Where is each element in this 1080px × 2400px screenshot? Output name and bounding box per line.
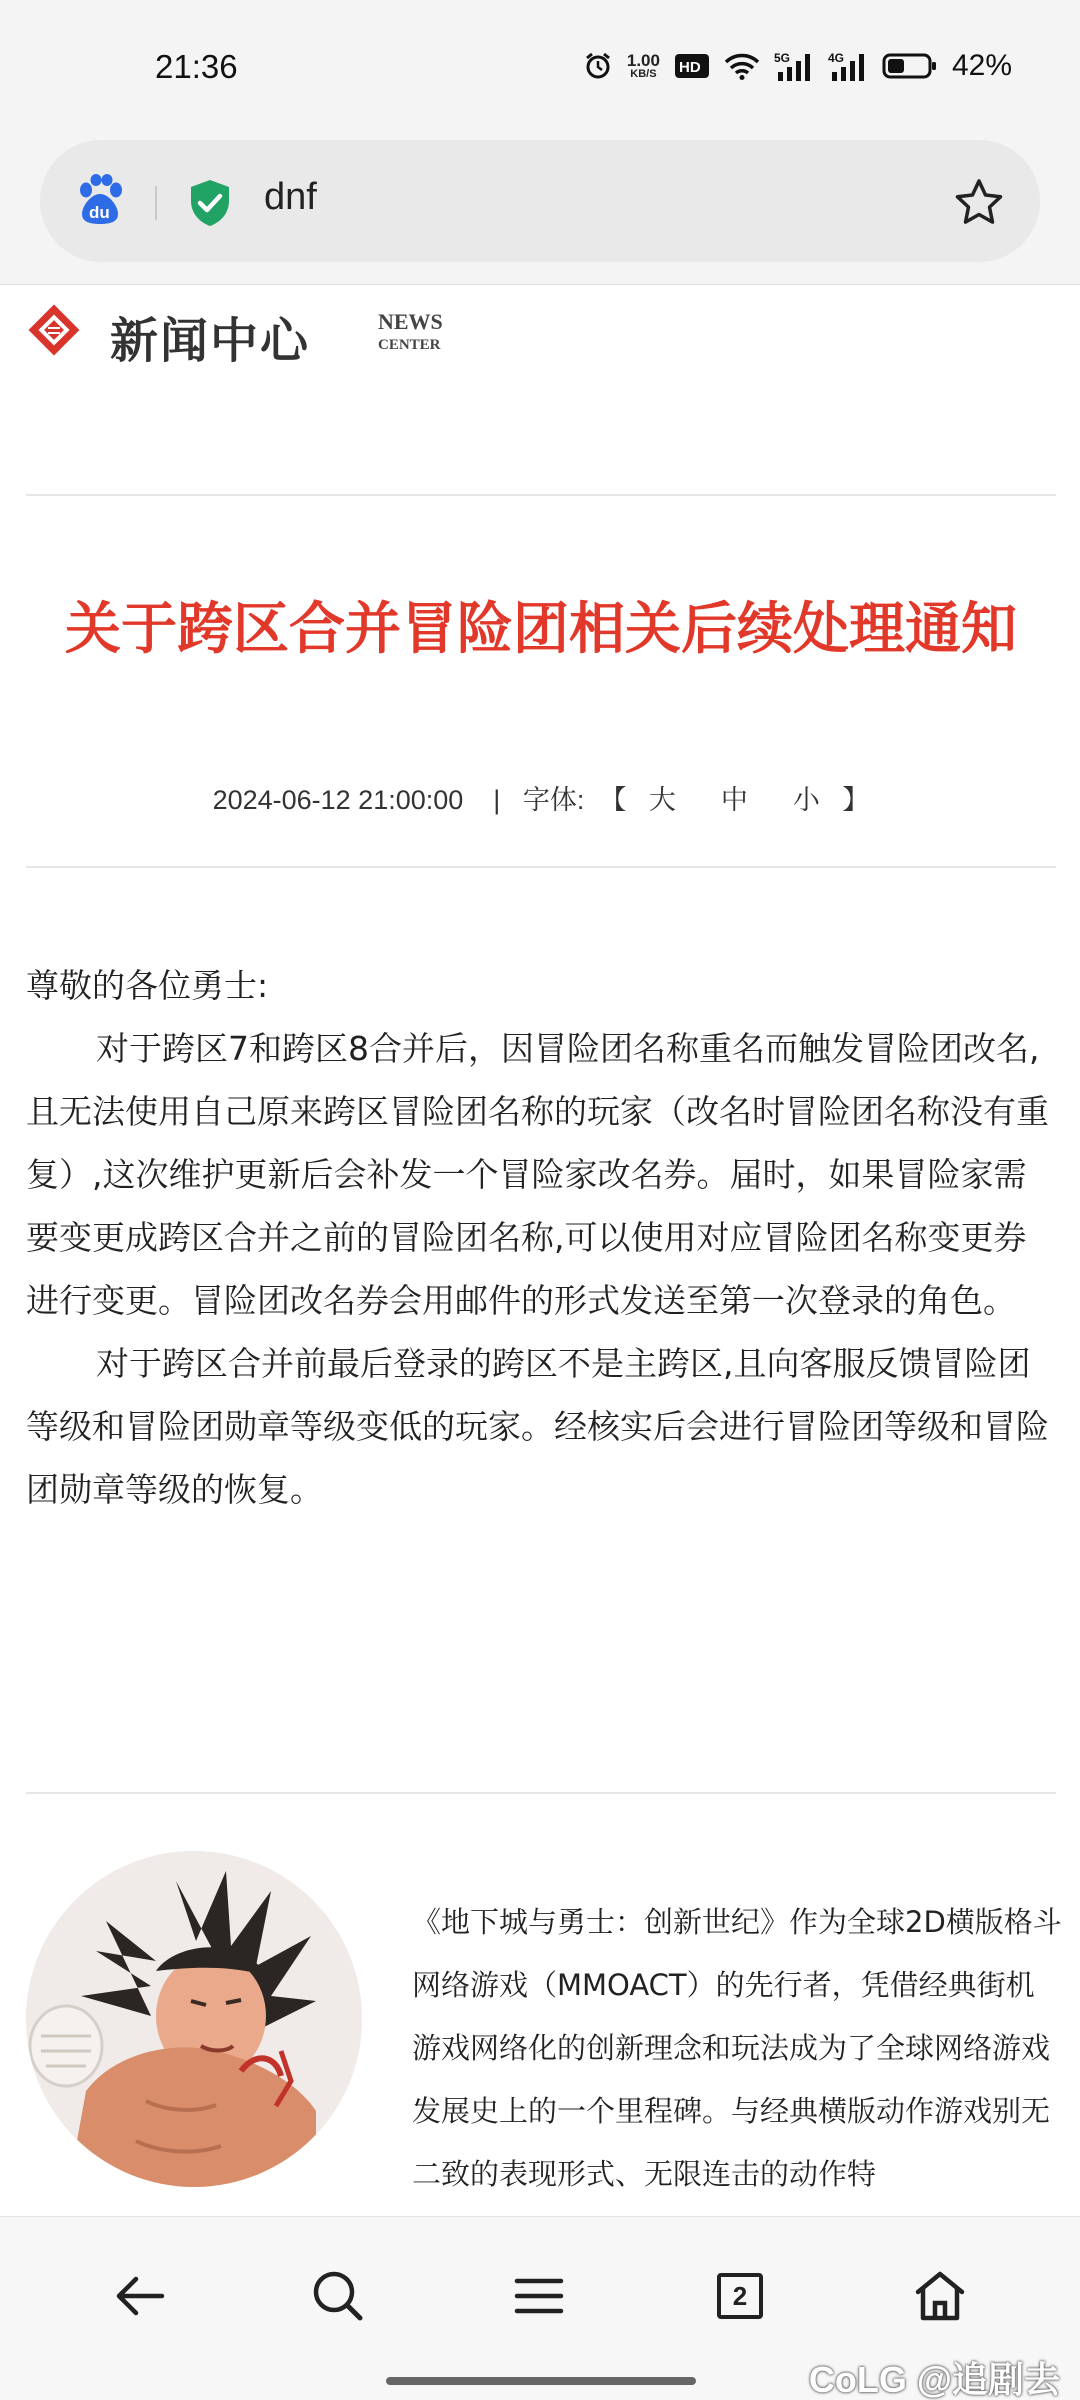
address-bar[interactable] xyxy=(40,140,1040,262)
signal-4g-label: 4G xyxy=(827,51,844,65)
meta-separator: | xyxy=(493,785,501,815)
font-size-medium[interactable]: 中 xyxy=(720,785,748,815)
news-en-line1: NEWS xyxy=(378,309,443,334)
watermark: CoLG @追剧去 xyxy=(808,2359,1060,2400)
bracket-open: 【 xyxy=(599,785,627,815)
article-body xyxy=(26,954,1056,1521)
game-character-avatar xyxy=(26,1851,362,2187)
shield-check-icon[interactable] xyxy=(188,178,232,232)
divider xyxy=(26,866,1056,868)
tabs-icon xyxy=(716,2272,764,2324)
net-speed xyxy=(627,52,660,80)
wifi-icon xyxy=(724,51,760,81)
web-page xyxy=(0,286,1080,2216)
article-paragraph: 对于跨区7和跨区8合并后，因冒险团名称重名而触发冒险团改名, 且无法使用自己原来跨区冒险团名称的玩家（改名时冒险团名称没有重复）,这次维护更新后会补发一个冒险家改名券。届时，如果冒险家需要变更成跨区合并之前的冒险团名称,可以使用对应冒险团名称变更券进行变更。冒险团改名券会用邮件的形式发送至第一次登录的角色。 xyxy=(26,1029,1049,1320)
search-button[interactable] xyxy=(303,2263,373,2333)
article-title: 关于跨区合并冒险团相关后续处理通知 xyxy=(65,597,1017,662)
divider xyxy=(26,1792,1056,1794)
star-icon[interactable] xyxy=(954,178,1004,230)
font-size-label: 字体: xyxy=(522,785,585,815)
article-greeting: 尊敬的各位勇士: xyxy=(26,966,269,1005)
svg-text:du: du xyxy=(89,203,110,222)
back-arrow-icon xyxy=(114,2274,166,2322)
signal-5g-icon xyxy=(774,50,814,82)
divider xyxy=(26,494,1056,496)
font-size-small[interactable]: 小 xyxy=(792,785,820,815)
net-speed-unit: KB/S xyxy=(630,68,657,80)
battery-fill xyxy=(888,59,904,73)
news-en-line2: CENTER xyxy=(378,337,441,353)
article-paragraph: 对于跨区合并前最后登录的跨区不是主跨区,且向客服反馈冒险团等级和冒险团勋章等级变低的玩家。经核实后会进行冒险团等级和冒险团勋章等级的恢复。 xyxy=(26,1344,1049,1509)
gesture-bar[interactable] xyxy=(386,2377,696,2385)
address-query[interactable]: dnf xyxy=(264,176,317,218)
alarm-icon xyxy=(583,51,613,81)
news-center-title: 新闻中心 xyxy=(110,313,311,369)
baidu-paw-icon[interactable] xyxy=(76,174,124,230)
battery-percent: 42% xyxy=(951,49,1012,82)
status-time: 21:36 xyxy=(155,48,238,85)
bracket-close: 】 xyxy=(842,785,870,815)
news-center-header xyxy=(26,292,626,372)
tabs-button[interactable] xyxy=(705,2263,775,2333)
article-date: 2024-06-12 21:00:00 xyxy=(212,785,464,815)
home-icon xyxy=(913,2270,967,2326)
article-meta xyxy=(26,778,1056,817)
home-button[interactable] xyxy=(905,2263,975,2333)
status-bar xyxy=(0,0,1080,135)
signal-4g-icon xyxy=(828,50,868,82)
search-icon xyxy=(311,2269,365,2327)
browser-toolbar xyxy=(0,135,1080,285)
game-description: 《地下城与勇士：创新世纪》作为全球2D横版格斗网络游戏（MMOACT）的先行者，凭借经典街机游戏网络化的创新理念和玩法成为了全球网络游戏发展史上的一个里程碑。与经典横版动作游戏别无二致的表现形式、无限连击的动作特 xyxy=(412,1905,1062,2191)
back-button[interactable] xyxy=(105,2263,175,2333)
tab-count: 2 xyxy=(732,2281,748,2311)
signal-5g-label: 5G xyxy=(773,51,790,65)
status-icons xyxy=(583,46,1012,86)
battery-icon xyxy=(882,52,938,80)
url-divider xyxy=(155,186,157,220)
news-center-title-en xyxy=(378,309,443,355)
menu-icon xyxy=(514,2276,564,2320)
hd-badge xyxy=(674,53,710,79)
net-speed-value: 1.00 xyxy=(626,51,660,70)
news-logo-icon xyxy=(26,302,82,362)
hd-badge-text: HD xyxy=(678,59,701,76)
menu-button[interactable] xyxy=(504,2263,574,2333)
font-size-large[interactable]: 大 xyxy=(648,785,676,815)
